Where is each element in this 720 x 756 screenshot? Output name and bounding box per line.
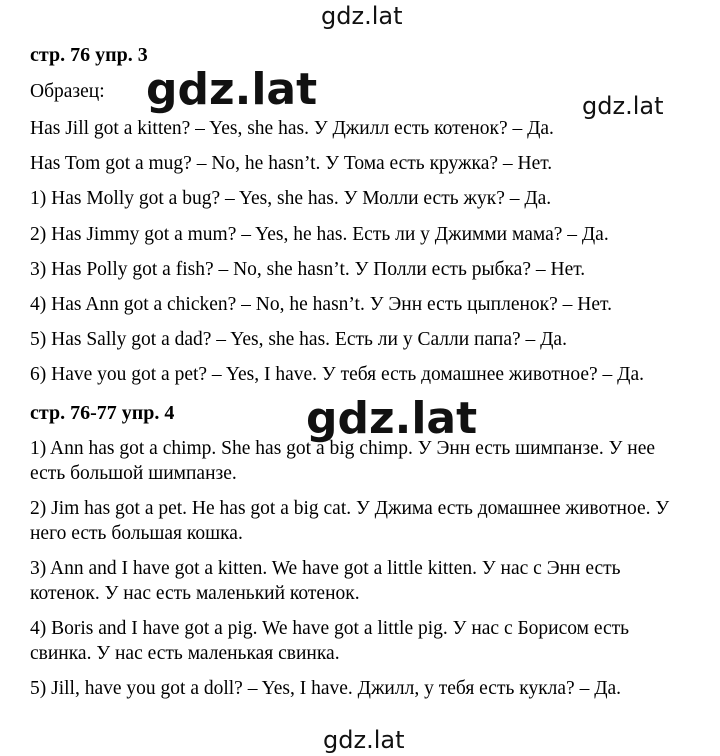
answer-line: 3) Has Polly got a fish? – No, she hasn’t. У Полли есть рыбка? – Нет. — [30, 259, 586, 280]
watermark-text: gdz.lat — [146, 64, 318, 115]
answer-line: Has Tom got a mug? – No, he hasn’t. У Тома есть кружка? – Нет. — [30, 153, 553, 174]
answer-paragraph: 1) Ann has got a chimp. She has got a big chimp. У Энн есть шимпанзе. У нее есть большой шимпанзе. — [30, 438, 656, 484]
answer-line: 4) Has Ann got a chicken? – No, he hasn’t. У Энн есть цыпленок? – Нет. — [30, 294, 612, 315]
answer-line: 6) Have you got a pet? – Yes, I have. У тебя есть домашнее животное? – Да. — [30, 364, 644, 385]
answer-paragraph: 5) Jill, have you got a doll? – Yes, I have. Джилл, у тебя есть кукла? – Да. — [30, 678, 622, 699]
answer-line: 2) Has Jimmy got a mum? – Yes, he has. Есть ли у Джимми мама? – Да. — [30, 224, 609, 245]
section-heading: стр. 76-77 упр. 4 — [30, 402, 175, 424]
answer-paragraph: 4) Boris and I have got a pig. We have got a little pig. У нас с Борисом есть свинка. У нас есть маленькая свинка. — [30, 618, 630, 664]
answer-paragraph: 3) Ann and I have got a kitten. We have got a little kitten. У нас с Энн есть котенок. У нас есть маленький котенок. — [30, 558, 621, 604]
watermark-text: gdz.lat — [323, 726, 405, 754]
sample-label: Образец: — [30, 81, 105, 102]
answer-line: Has Jill got a kitten? – Yes, she has. У Джилл есть котенок? – Да. — [30, 118, 554, 139]
answer-paragraph: 2) Jim has got a pet. He has got a big cat. У Джима есть домашнее животное. У него есть большая кошка. — [30, 498, 670, 544]
answer-line: 5) Has Sally got a dad? – Yes, she has. Есть ли у Салли папа? – Да. — [30, 329, 567, 350]
watermark-text: gdz.lat — [582, 92, 664, 120]
section-heading: стр. 76 упр. 3 — [30, 44, 148, 66]
watermark-text: gdz.lat — [306, 393, 478, 444]
watermark-text: gdz.lat — [321, 2, 403, 30]
answer-line: 1) Has Molly got a bug? – Yes, she has. У Молли есть жук? – Да. — [30, 188, 552, 209]
